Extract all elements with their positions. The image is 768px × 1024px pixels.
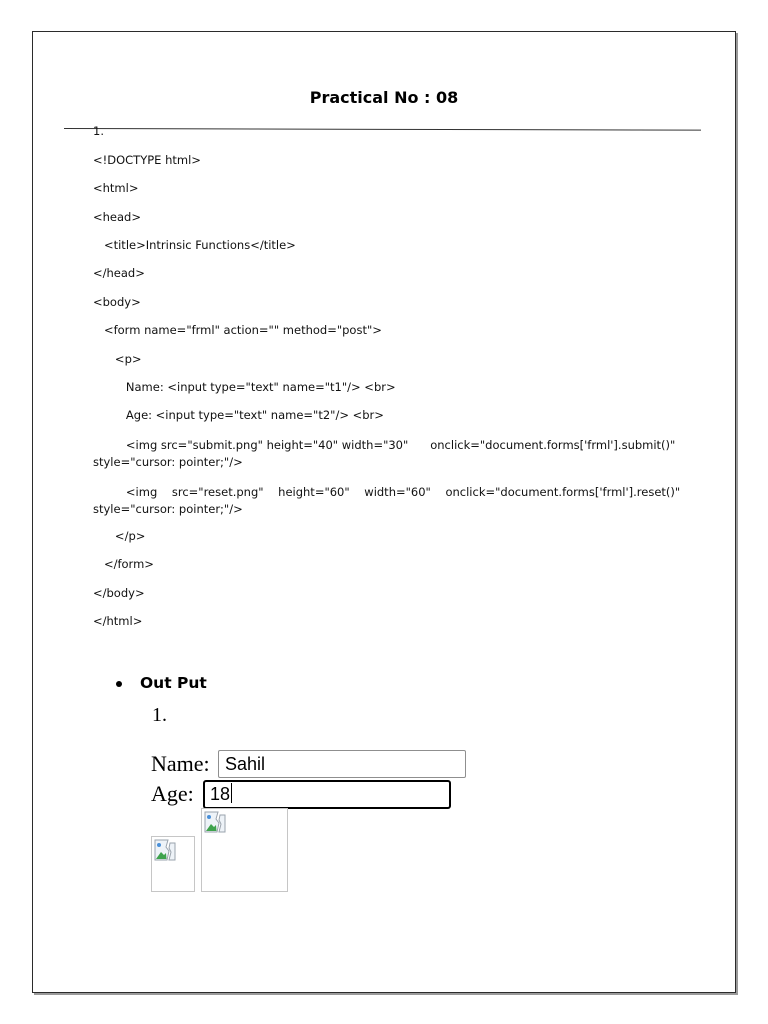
- code-line-13: <img src="reset.png" height="60" width="60" onclick="document.forms['frml'].reset()" style="cursor: pointer;"/>: [93, 485, 681, 516]
- code-line-17: </html>: [93, 614, 143, 628]
- reset-image-button[interactable]: [201, 808, 288, 892]
- code-line-1: 1.: [93, 124, 104, 138]
- broken-image-icon: [154, 839, 176, 861]
- age-label: Age:: [151, 781, 194, 806]
- code-line-2: <!DOCTYPE html>: [93, 153, 201, 167]
- code-line-15: </form>: [93, 557, 154, 571]
- code-line-12: <img src="submit.png" height="40" width="30" onclick="document.forms['frml'].submit()" style="cursor: pointer;"/>: [93, 438, 676, 469]
- name-input-value: Sahil: [225, 754, 266, 774]
- code-line-7: <body>: [93, 295, 141, 309]
- name-label: Name:: [151, 751, 210, 776]
- broken-image-icon: [204, 811, 226, 833]
- output-number: 1.: [152, 704, 167, 726]
- age-input[interactable]: [203, 780, 451, 809]
- code-line-10: Name: <input type="text" name="t1"/> <br>: [93, 380, 396, 394]
- code-line-4: <head>: [93, 210, 141, 224]
- output-heading: Out Put: [140, 674, 207, 692]
- code-line-14: </p>: [93, 529, 146, 543]
- code-line-8: <form name="frml" action="" method="post">: [93, 323, 382, 337]
- name-input[interactable]: [218, 750, 466, 778]
- text-caret: [231, 783, 232, 803]
- code-line-5: <title>Intrinsic Functions</title>: [93, 238, 296, 252]
- code-line-3: <html>: [93, 181, 139, 195]
- age-input-value: 18: [210, 784, 231, 804]
- code-line-16: </body>: [93, 586, 145, 600]
- code-line-9: <p>: [93, 352, 142, 366]
- bullet-icon: [116, 681, 122, 687]
- document-title: Practical No : 08: [309, 88, 459, 107]
- code-line-6: </head>: [93, 266, 145, 280]
- code-line-11: Age: <input type="text" name="t2"/> <br>: [93, 408, 384, 422]
- submit-image-button[interactable]: [151, 836, 195, 892]
